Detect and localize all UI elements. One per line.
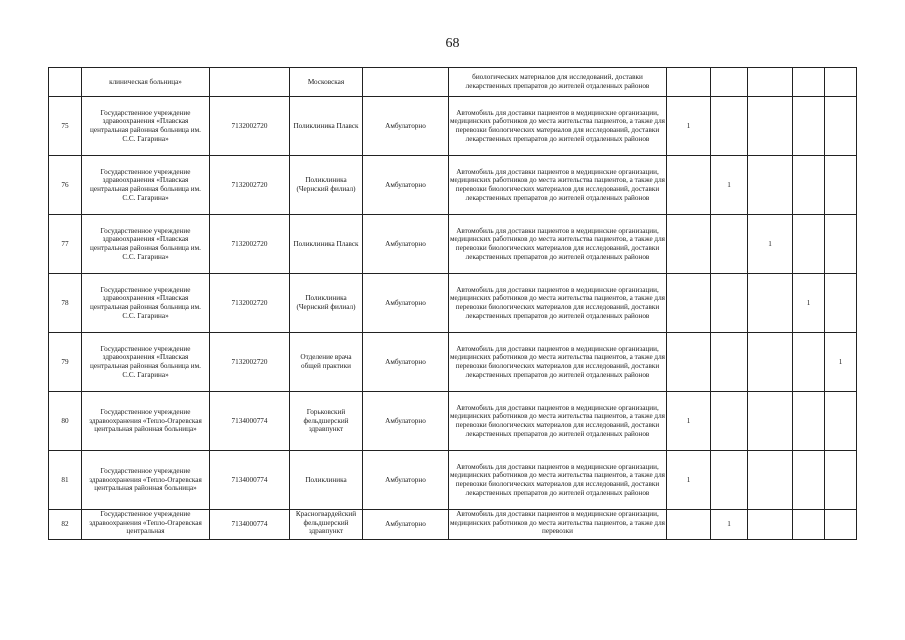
organization-cell: Государственное учреждение здравоохранения «Плавская центральная районная больница им. С.С. Гагарина»	[82, 156, 210, 215]
quantity-cell	[793, 156, 825, 215]
unit-cell: Горьковский фельдшерский здравпункт	[290, 392, 363, 451]
quantity-cell	[825, 68, 857, 97]
row-number-cell: 81	[49, 451, 82, 510]
inn-cell: 7132002720	[210, 156, 290, 215]
care-type-cell: Амбулаторно	[363, 510, 449, 540]
quantity-cell	[825, 156, 857, 215]
quantity-cell	[748, 392, 793, 451]
purpose-cell: биологических материалов для исследований, доставки лекарственных препаратов до жителей отдаленных районов	[449, 68, 667, 97]
inn-cell: 7132002720	[210, 97, 290, 156]
care-type-cell: Амбулаторно	[363, 392, 449, 451]
row-number-cell: 79	[49, 333, 82, 392]
quantity-cell: 1	[667, 451, 711, 510]
unit-cell: Поликлиника Плавск	[290, 97, 363, 156]
unit-cell: Поликлиника Плавск	[290, 215, 363, 274]
quantity-cell: 1	[748, 215, 793, 274]
purpose-cell: Автомобиль для доставки пациентов в медицинские организации, медицинских работников до места жительства пациентов, а также для перевозки биологических материалов для исследований, доставки лекарственных препаратов до жителей отдаленных районов	[449, 392, 667, 451]
quantity-cell	[825, 392, 857, 451]
unit-cell: Московская	[290, 68, 363, 97]
table-row	[49, 215, 857, 274]
purpose-cell: Автомобиль для доставки пациентов в медицинские организации, медицинских работников до места жительства пациентов, а также для перевозки	[449, 510, 667, 540]
quantity-cell	[793, 510, 825, 540]
quantity-cell	[748, 510, 793, 540]
unit-cell: Отделение врача общей практики	[290, 333, 363, 392]
row-number-cell: 75	[49, 97, 82, 156]
quantity-cell	[825, 451, 857, 510]
inn-cell: 7134000774	[210, 392, 290, 451]
care-type-cell	[363, 68, 449, 97]
quantity-cell	[667, 215, 711, 274]
quantity-cell	[748, 68, 793, 97]
quantity-cell: 1	[711, 156, 748, 215]
inn-cell: 7134000774	[210, 451, 290, 510]
care-type-cell: Амбулаторно	[363, 156, 449, 215]
inn-cell: 7134000774	[210, 510, 290, 540]
purpose-cell: Автомобиль для доставки пациентов в медицинские организации, медицинских работников до места жительства пациентов, а также для перевозки биологических материалов для исследований, доставки лекарственных препаратов до жителей отдаленных районов	[449, 333, 667, 392]
purpose-cell: Автомобиль для доставки пациентов в медицинские организации, медицинских работников до места жительства пациентов, а также для перевозки биологических материалов для исследований, доставки лекарственных препаратов до жителей отдаленных районов	[449, 451, 667, 510]
table-row	[49, 274, 857, 333]
quantity-cell	[748, 451, 793, 510]
unit-cell: Поликлиника (Чернский филиал)	[290, 156, 363, 215]
quantity-cell	[825, 215, 857, 274]
table-row	[49, 392, 857, 451]
table-row	[49, 68, 857, 97]
organization-cell: Государственное учреждение здравоохранения «Плавская центральная районная больница им. С.С. Гагарина»	[82, 333, 210, 392]
quantity-cell	[711, 333, 748, 392]
quantity-cell	[793, 68, 825, 97]
row-number-cell: 78	[49, 274, 82, 333]
purpose-cell: Автомобиль для доставки пациентов в медицинские организации, медицинских работников до места жительства пациентов, а также для перевозки биологических материалов для исследований, доставки лекарственных препаратов до жителей отдаленных районов	[449, 274, 667, 333]
inn-cell	[210, 68, 290, 97]
inn-cell: 7132002720	[210, 274, 290, 333]
table-row	[49, 510, 857, 540]
quantity-cell: 1	[667, 392, 711, 451]
quantity-cell: 1	[825, 333, 857, 392]
row-number-cell: 77	[49, 215, 82, 274]
quantity-cell: 1	[793, 274, 825, 333]
purpose-cell: Автомобиль для доставки пациентов в медицинские организации, медицинских работников до места жительства пациентов, а также для перевозки биологических материалов для исследований, доставки лекарственных препаратов до жителей отдаленных районов	[449, 97, 667, 156]
quantity-cell	[793, 333, 825, 392]
care-type-cell: Амбулаторно	[363, 451, 449, 510]
purpose-cell: Автомобиль для доставки пациентов в медицинские организации, медицинских работников до места жительства пациентов, а также для перевозки биологических материалов для исследований, доставки лекарственных препаратов до жителей отдаленных районов	[449, 156, 667, 215]
row-number-cell: 76	[49, 156, 82, 215]
quantity-cell	[748, 274, 793, 333]
quantity-cell	[748, 97, 793, 156]
quantity-cell	[667, 333, 711, 392]
quantity-cell	[793, 392, 825, 451]
row-number-cell	[49, 68, 82, 97]
page-number: 68	[445, 36, 460, 51]
table-row	[49, 333, 857, 392]
unit-cell: Поликлиника	[290, 451, 363, 510]
quantity-cell	[667, 68, 711, 97]
quantity-cell	[793, 451, 825, 510]
quantity-cell	[711, 215, 748, 274]
care-type-cell: Амбулаторно	[363, 274, 449, 333]
quantity-cell	[711, 451, 748, 510]
quantity-cell	[711, 97, 748, 156]
quantity-cell	[667, 510, 711, 540]
vehicle-allocation-table	[48, 67, 857, 540]
quantity-cell	[667, 274, 711, 333]
table-row	[49, 451, 857, 510]
quantity-cell: 1	[667, 97, 711, 156]
purpose-cell: Автомобиль для доставки пациентов в медицинские организации, медицинских работников до места жительства пациентов, а также для перевозки биологических материалов для исследований, доставки лекарственных препаратов до жителей отдаленных районов	[449, 215, 667, 274]
row-number-cell: 82	[49, 510, 82, 540]
organization-cell: Государственное учреждение здравоохранения «Тепло-Огаревская центральная	[82, 510, 210, 540]
organization-cell: Государственное учреждение здравоохранения «Тепло-Огаревская центральная районная больница»	[82, 392, 210, 451]
quantity-cell	[825, 510, 857, 540]
care-type-cell: Амбулаторно	[363, 333, 449, 392]
quantity-cell	[825, 97, 857, 156]
table-row	[49, 97, 857, 156]
organization-cell: Государственное учреждение здравоохранения «Тепло-Огаревская центральная районная больница»	[82, 451, 210, 510]
unit-cell: Красногвардейский фельдшерский здравпункт	[290, 510, 363, 540]
inn-cell: 7132002720	[210, 333, 290, 392]
quantity-cell	[711, 274, 748, 333]
quantity-cell	[748, 156, 793, 215]
quantity-cell	[793, 215, 825, 274]
care-type-cell: Амбулаторно	[363, 215, 449, 274]
care-type-cell: Амбулаторно	[363, 97, 449, 156]
row-number-cell: 80	[49, 392, 82, 451]
quantity-cell	[748, 333, 793, 392]
organization-cell: Государственное учреждение здравоохранения «Плавская центральная районная больница им. С.С. Гагарина»	[82, 215, 210, 274]
quantity-cell	[667, 156, 711, 215]
table-row	[49, 156, 857, 215]
quantity-cell	[793, 97, 825, 156]
organization-cell: Государственное учреждение здравоохранения «Плавская центральная районная больница им. С.С. Гагарина»	[82, 274, 210, 333]
inn-cell: 7132002720	[210, 215, 290, 274]
organization-cell: Государственное учреждение здравоохранения «Плавская центральная районная больница им. С.С. Гагарина»	[82, 97, 210, 156]
quantity-cell: 1	[711, 510, 748, 540]
unit-cell: Поликлиника (Чернский филиал)	[290, 274, 363, 333]
quantity-cell	[825, 274, 857, 333]
organization-cell: клиническая больница»	[82, 68, 210, 97]
quantity-cell	[711, 392, 748, 451]
quantity-cell	[711, 68, 748, 97]
